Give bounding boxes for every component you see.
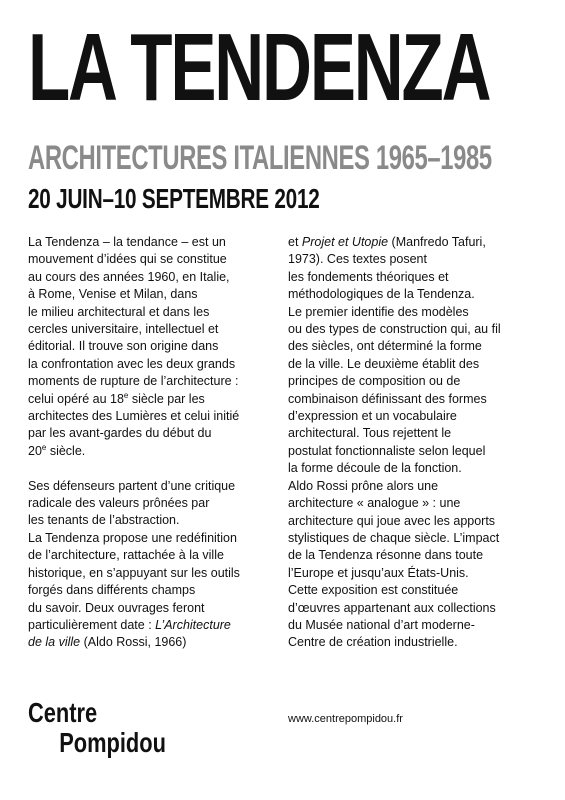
book-title: L’Architecture (155, 617, 231, 632)
body-line: 20e siècle. (28, 442, 86, 458)
body-line: les fondements théoriques et (288, 269, 449, 284)
logo-line-2: Pompidou (59, 727, 166, 758)
body-line: la forme découle de la fonction. (288, 461, 462, 476)
body-line: ou des types de construction qui, au fil (288, 322, 501, 337)
body-line: le milieu architectural et dans les (28, 304, 210, 319)
body-line: du Musée national d’art moderne- (288, 617, 475, 632)
body-line: Ses défenseurs partent d’une critique (28, 478, 236, 493)
body-line: 1973). Ces textes posent (288, 252, 427, 267)
body-line: postulat fonctionnaliste selon lequel (288, 443, 486, 458)
body-line: Cette exposition est constituée (288, 583, 459, 598)
body-line: stylistiques de chaque siècle. L’impact (288, 530, 500, 545)
body-line: et Projet et Utopie (Manfredo Tafuri, (288, 235, 486, 249)
book-title: Projet et Utopie (301, 235, 389, 249)
body-line: La Tendenza propose une redéfinition (28, 530, 237, 545)
body-line: forgés dans différents champs (28, 583, 196, 598)
poster-subtitle: ARCHITECTURES ITALIENNES 1965–1985 (28, 139, 492, 177)
body-line: des siècles, ont déterminé la forme (288, 339, 482, 354)
body-line: du savoir. Deux ouvrages feront (28, 600, 205, 615)
poster-title: LA TENDENZA (28, 14, 490, 121)
body-line: Centre de création industrielle. (288, 635, 458, 650)
body-column-left (28, 234, 288, 652)
website-url: www.centrepompidou.fr (288, 713, 403, 725)
body-line: Le premier identifie des modèles (288, 304, 469, 319)
body-line: celui opéré au 18e siècle par les (28, 390, 205, 406)
body-line: de la ville (Aldo Rossi, 1966) (28, 635, 187, 650)
body-line: architectural. Tous rejettent le (288, 426, 452, 441)
body-line: architecture qui joue avec les apports (288, 513, 496, 528)
body-line: particulièrement date : L’Architecture (28, 617, 231, 632)
body-line: moments de rupture de l’architecture : (28, 374, 239, 389)
body-line: cercles universitaire, intellectuel et (28, 322, 219, 337)
body-line: méthodologiques de la Tendenza. (288, 287, 475, 302)
centre-pompidou-logo (28, 698, 166, 758)
body-line: d’œuvres appartenant aux collections (288, 600, 496, 615)
body-line: éditorial. Il trouve son origine dans (28, 339, 219, 354)
book-title: de la ville (28, 635, 81, 650)
body-line: radicale des valeurs prônées par (28, 496, 210, 511)
body-line: de la Tendenza résonne dans toute (288, 548, 484, 563)
body-line: les tenants de l’abstraction. (28, 513, 180, 528)
body-line: de la ville. Le deuxième établit des (288, 356, 480, 371)
body-line: principes de composition ou de (288, 374, 461, 389)
body-line: architecture « analogue » : une (288, 496, 461, 511)
body-line: La Tendenza – la tendance – est un (28, 235, 226, 249)
paragraph-gap (28, 460, 288, 477)
body-line: la confrontation avec les deux grands (28, 356, 236, 371)
body-line: Aldo Rossi prône alors une (288, 478, 439, 493)
body-line: au cours des années 1960, en Italie, (28, 269, 230, 284)
body-line: architectes des Lumières et celui initié (28, 409, 240, 424)
body-line: l’Europe et jusqu’aux États-Unis. (288, 565, 469, 580)
body-line: historique, en s’appuyant sur les outils (28, 565, 240, 580)
body-line: mouvement d’idées qui se constitue (28, 252, 227, 267)
body-line: d’expression et un vocabulaire (288, 409, 457, 424)
logo-line-1: Centre (28, 697, 98, 728)
body-line: par les avant-gardes du début du (28, 426, 212, 441)
body-column-right (288, 234, 548, 652)
exhibition-dates: 20 JUIN–10 SEPTEMBRE 2012 (28, 183, 320, 214)
body-line: combinaison définissant des formes (288, 391, 487, 406)
body-line: à Rome, Venise et Milan, dans (28, 287, 198, 302)
body-line: de l’architecture, rattachée à la ville (28, 548, 224, 563)
